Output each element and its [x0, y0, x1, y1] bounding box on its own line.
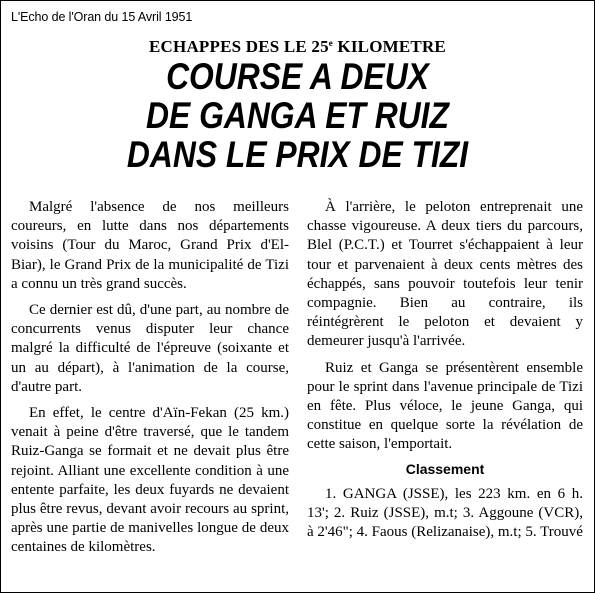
kicker-text: ECHAPPES DES LE 25 — [149, 37, 329, 56]
article-paragraph: Ruiz et Ganga se présentèrent ensemble pour le sprint dans l'avenue principale de Tizi en fête. Plus véloce, le jeune Ganga, qui constitue en quelque sorte la révélation de cette saison, l'emportait. — [307, 359, 583, 453]
article-paragraph: En effet, le centre d'Aïn-Fekan (25 km.) venait à peine d'être traversé, que le tandem Ruiz-Ganga se formait et ne devait plus être rejoint. Alliant une excellente condition à une entente parfaite, les deux fuyards ne devaient plus être revus, devant avoir recours au sprint, après une partie de manivelles longue de deux centaines de kilomètres. — [11, 405, 289, 556]
article-paragraph: À l'arrière, le peloton entreprenait une chasse vigoureuse. A deux tiers du parcours, Blel (P.C.T.) et Tourret s'échappaient à leur tour et parvenaient à deux cents mètres des échappés, sans pouvoir toutefois leur tenir compagnie. Bien au contraire, ils réintégrèrent le peloton et devaient y demeurer jusqu'à l'arrivée. — [307, 199, 583, 350]
article-column-right — [307, 198, 583, 549]
article-paragraph: Malgré l'absence de nos meilleurs coureurs, en lutte dans nos départements voisins (Tour du Maroc, Grand Prix d'El-Biar), le Grand Prix de la municipalité de Tizi a connu un très grand succès. — [11, 199, 289, 292]
kicker-superscript: e — [328, 38, 333, 48]
article-column-left — [11, 198, 289, 565]
article-paragraph: Ce dernier est dû, d'une part, au nombre de concurrents venus disputer leur chance malgré la difficulté de l'épreuve (soixante et un au départ), à l'animation de la course, d'autre part. — [11, 302, 289, 395]
kicker-text-end: KILOMETRE — [332, 37, 446, 56]
headline-line: DANS LE PRIX DE TIZI — [126, 134, 469, 175]
classement-heading: Classement — [405, 460, 485, 477]
headline-line: COURSE A DEUX — [166, 56, 429, 97]
kicker-headline — [1, 37, 594, 57]
classement-results: 1. GANGA (JSSE), les 223 km. en 6 h. 13'; 2. Ruiz (JSSE), m.t; 3. Aggoune (VCR), à 2'46"; 4. Faous (Relizanaise), m.t; 5. Trouvé — [307, 485, 583, 541]
headline-line: DE GANGA ET RUIZ — [146, 95, 449, 136]
main-headline — [43, 57, 553, 174]
source-caption: L'Echo de l'Oran du 15 Avril 1951 — [11, 10, 193, 24]
